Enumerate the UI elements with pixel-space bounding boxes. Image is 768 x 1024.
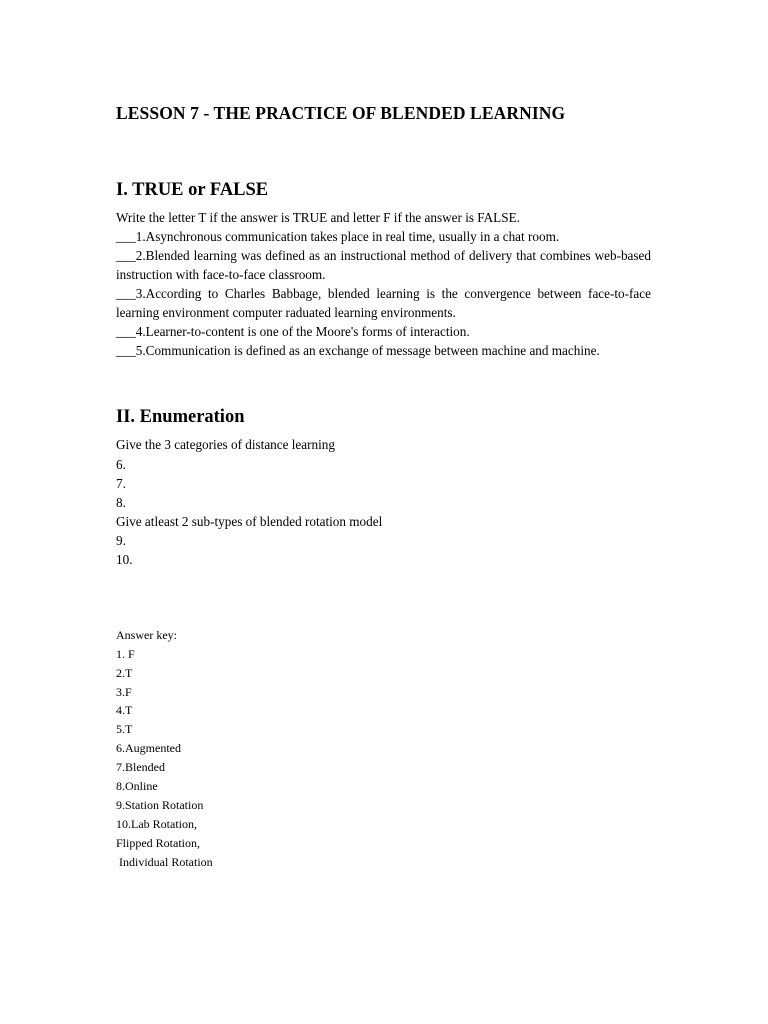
enumeration-item-8: 8.	[116, 495, 126, 510]
answer-10: 10.Lab Rotation,	[116, 817, 197, 831]
enumeration-item-10: 10.	[116, 552, 133, 567]
section-true-false-heading: I. TRUE or FALSE	[116, 180, 269, 200]
answer-1: 1. F	[116, 647, 135, 661]
lesson-title: LESSON 7 - THE PRACTICE OF BLENDED LEARNING	[116, 103, 566, 123]
enumeration-prompt-1: Give the 3 categories of distance learning	[116, 437, 335, 452]
answer-10-continued-1: Flipped Rotation,	[116, 836, 200, 850]
true-false-item-1: ___1.Asynchronous communication takes place in real time, usually in a chat room.	[116, 229, 560, 244]
enumeration-prompt-2: Give atleast 2 sub-types of blended rotation model	[116, 514, 383, 529]
true-false-item-5: ___5.Communication is defined as an exchange of message between machine and machine.	[116, 343, 600, 358]
answer-3: 3.F	[116, 685, 132, 699]
true-false-item-2: ___2.Blended learning was defined as an instructional method of delivery that combines web-based instruction with face-to-face classroom.	[116, 248, 651, 282]
enumeration-item-7: 7.	[116, 476, 126, 491]
answer-9: 9.Station Rotation	[116, 798, 204, 812]
answer-7: 7.Blended	[116, 760, 165, 774]
true-false-item-3: ___3.According to Charles Babbage, blended learning is the convergence between face-to-face learning environment computer raduated learning environments.	[116, 286, 651, 320]
answer-10-continued-2: Individual Rotation	[116, 855, 213, 869]
answer-6: 6.Augmented	[116, 741, 181, 755]
true-false-instruction: Write the letter T if the answer is TRUE and letter F if the answer is FALSE.	[116, 210, 520, 225]
answer-5: 5.T	[116, 722, 133, 736]
true-false-item-4: ___4.Learner-to-content is one of the Moore's forms of interaction.	[116, 324, 470, 339]
answer-key-label: Answer key:	[116, 628, 177, 642]
answer-4: 4.T	[116, 703, 133, 717]
answer-2: 2.T	[116, 666, 133, 680]
section-enumeration-heading: II. Enumeration	[116, 407, 245, 427]
enumeration-item-9: 9.	[116, 533, 126, 548]
enumeration-item-6: 6.	[116, 457, 126, 472]
answer-8: 8.Online	[116, 779, 158, 793]
